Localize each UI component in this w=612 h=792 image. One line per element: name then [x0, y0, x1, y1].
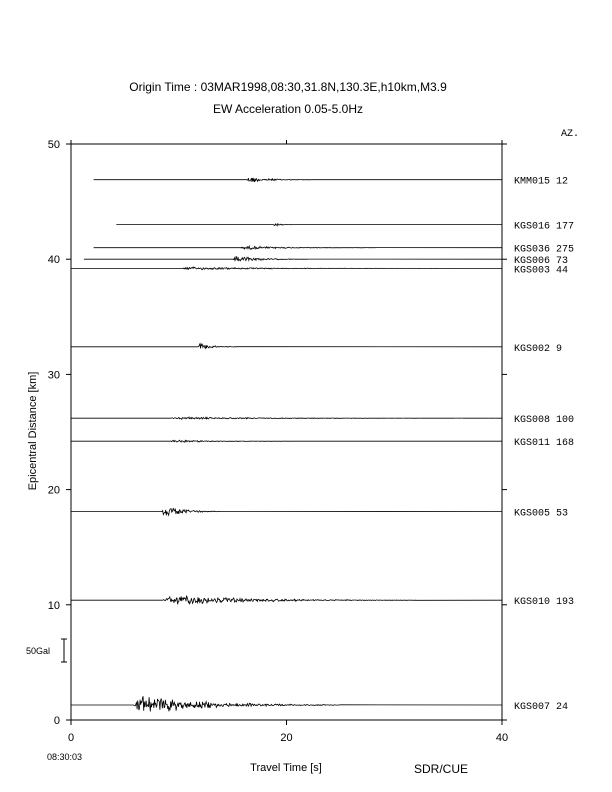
- scale-bar: [26, 639, 67, 662]
- station-label: KGS007 24: [514, 702, 569, 714]
- station-label: KGS016 177: [514, 221, 575, 233]
- y-tick-label: 0: [53, 715, 60, 727]
- trace-KGS003: [71, 267, 502, 270]
- trace-KGS006: [84, 256, 502, 261]
- azimuth-header: AZ.: [561, 129, 580, 140]
- trace-KGS011: [71, 440, 502, 442]
- station-label: KGS002 9: [514, 343, 563, 355]
- trace-KGS010: [71, 596, 502, 605]
- chart-subtitle: EW Acceleration 0.05-5.0Hz: [212, 102, 364, 116]
- x-tick-label: 0: [67, 732, 75, 744]
- axis-ticks: [66, 140, 507, 725]
- station-label: KGS011 168: [514, 438, 575, 450]
- station-label: KGS010 193: [514, 597, 575, 609]
- y-tick-label: 50: [47, 139, 60, 151]
- station-label: KGS006 73: [514, 256, 569, 268]
- x-tick-label: 20: [280, 732, 293, 744]
- plot-frame: [71, 144, 502, 720]
- y-tick-label: 30: [47, 369, 60, 382]
- scale-label: 50Gal: [26, 646, 51, 656]
- trace-KGS007: [71, 696, 502, 711]
- y-tick-label: 10: [47, 599, 60, 612]
- x-axis-title: Travel Time [s]: [250, 762, 322, 774]
- start-time-label: 08:30:03: [47, 752, 83, 762]
- y-tick-label: 20: [47, 484, 60, 497]
- y-tick-label: 40: [47, 254, 60, 267]
- x-tick-label: 40: [495, 732, 509, 744]
- y-axis-title: Epicentral Distance [km]: [27, 371, 39, 491]
- traces: [71, 178, 502, 712]
- station-label: KGS005 53: [514, 508, 569, 520]
- station-label: KMM015 12: [514, 176, 569, 188]
- station-label: KGS008 100: [514, 415, 575, 427]
- trace-KMM015: [94, 178, 502, 182]
- credit-label: SDR/CUE: [414, 762, 469, 776]
- station-label: KGS003 44: [514, 265, 569, 277]
- trace-KGS005: [71, 509, 502, 516]
- trace-KGS008: [71, 417, 502, 419]
- trace-KGS016: [116, 224, 502, 226]
- trace-KGS002: [71, 344, 502, 349]
- station-label: KGS036 275: [514, 244, 575, 256]
- chart-title: Origin Time : 03MAR1998,08:30,31.8N,130.3E,h10km,M3.9: [129, 80, 447, 94]
- trace-KGS036: [94, 246, 502, 249]
